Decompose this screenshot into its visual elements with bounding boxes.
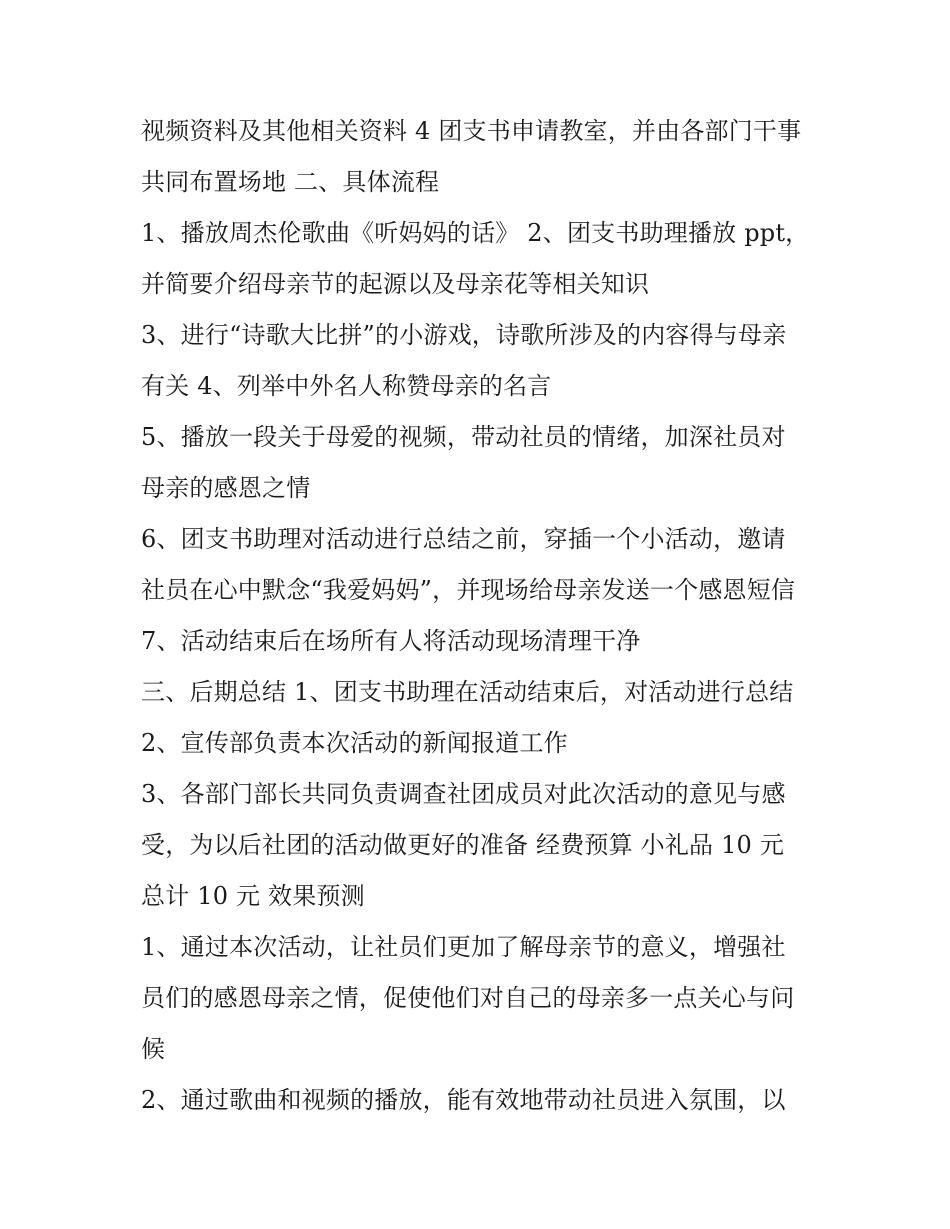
text-line: 候 [141, 1035, 166, 1063]
text-line: 1、通过本次活动，让社员们更加了解母亲节的意义，增强社 [141, 933, 786, 961]
text-line: 三、后期总结 1、团支书助理在活动结束后，对活动进行总结 [141, 678, 794, 706]
text-line: 受，为以后社团的活动做更好的准备 经费预算 小礼品 10 元 [141, 831, 785, 859]
text-line: 3、各部门部长共同负责调查社团成员对此次活动的意见与感 [141, 780, 786, 808]
text-line: 1、播放周杰伦歌曲《听妈妈的话》 2、团支书助理播放 ppt， [141, 219, 810, 247]
text-line: 2、通过歌曲和视频的播放，能有效地带动社员进入氛围，以 [141, 1086, 786, 1114]
text-line: 3、进行“诗歌大比拼”的小游戏，诗歌所涉及的内容得与母亲 [141, 321, 787, 349]
text-line: 视频资料及其他相关资料 4 团支书申请教室，并由各部门干事 [141, 117, 802, 145]
text-line: 共同布置场地 二、具体流程 [141, 168, 440, 196]
text-line: 总计 10 元 效果预测 [141, 882, 365, 910]
text-line: 社员在心中默念“我爱妈妈”，并现场给母亲发送一个感恩短信 [141, 576, 796, 604]
document-body [141, 106, 821, 1126]
text-line: 有关 4、列举中外名人称赞母亲的名言 [141, 372, 552, 400]
text-line: 员们的感恩母亲之情，促使他们对自己的母亲多一点关心与问 [141, 984, 795, 1012]
text-line: 母亲的感恩之情 [141, 474, 311, 502]
text-line: 并简要介绍母亲节的起源以及母亲花等相关知识 [141, 270, 650, 298]
text-line: 2、宣传部负责本次活动的新闻报道工作 [141, 729, 568, 757]
text-line: 6、团支书助理对活动进行总结之前，穿插一个小活动，邀请 [141, 525, 786, 553]
text-line: 7、活动结束后在场所有人将活动现场清理干净 [141, 627, 641, 655]
text-line: 5、播放一段关于母爱的视频，带动社员的情绪，加深社员对 [141, 423, 786, 451]
